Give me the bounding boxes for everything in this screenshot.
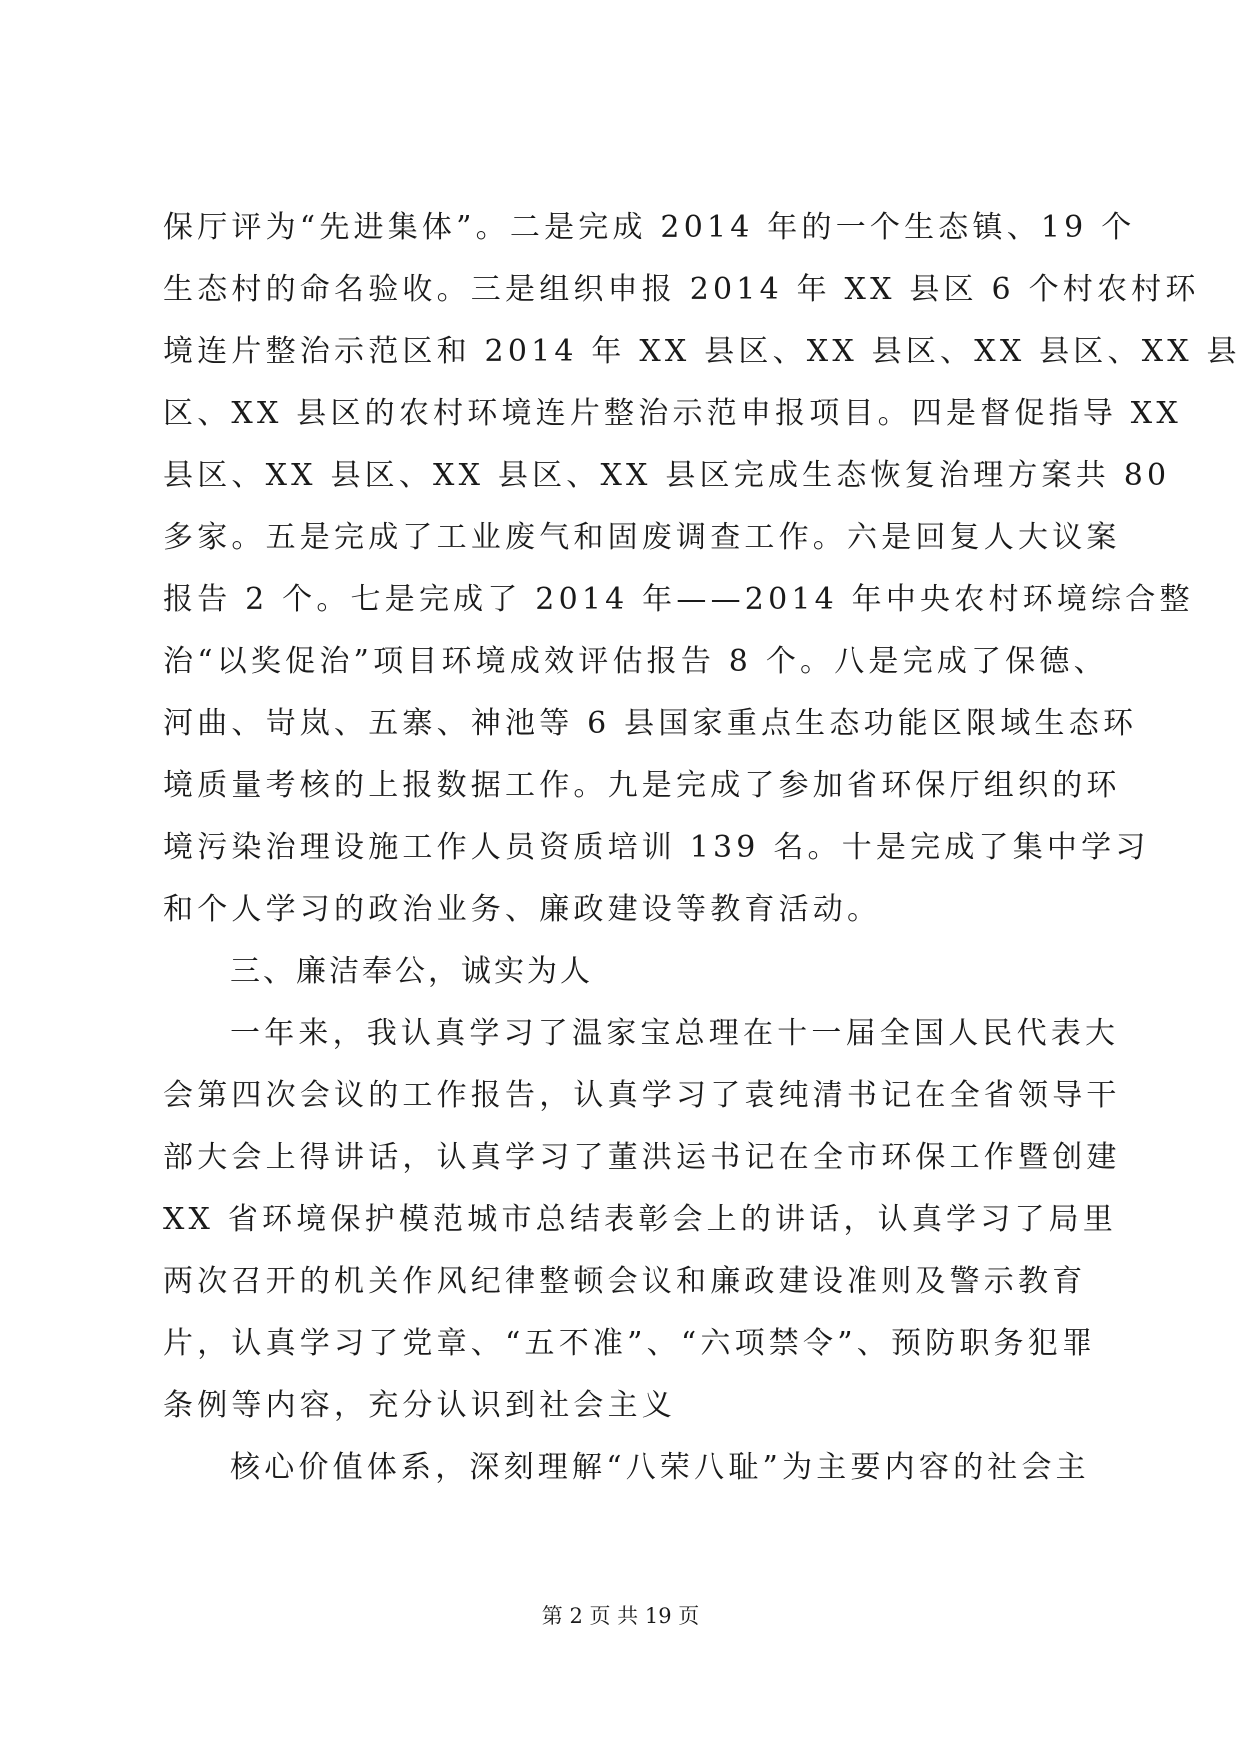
text-line: 境连片整治示范区和 2014 年 XX 县区、XX 县区、XX 县区、XX 县: [163, 334, 1241, 369]
text-line: 生态村的命名验收。三是组织申报 2014 年 XX 县区 6 个村农村环: [163, 272, 1200, 307]
text-line: 境质量考核的上报数据工作。九是完成了参加省环保厅组织的环: [163, 768, 1121, 803]
text-line: 境污染治理设施工作人员资质培训 139 名。十是完成了集中学习: [163, 830, 1150, 865]
text-line: XX 省环境保护模范城市总结表彰会上的讲话，认真学习了局里: [163, 1202, 1118, 1237]
text-line: 多家。五是完成了工业废气和固废调查工作。六是回复人大议案: [163, 520, 1121, 555]
text-line: 区、XX 县区的农村环境连片整治示范申报项目。四是督促指导 XX: [163, 396, 1182, 431]
text-line: 治“以奖促治”项目环境成效评估报告 8 个。八是完成了保德、: [163, 644, 1108, 679]
text-line: 和个人学习的政治业务、廉政建设等教育活动。: [163, 892, 882, 927]
section-heading: 三、廉洁奉公，诚实为人: [230, 954, 593, 989]
text-line: 部大会上得讲话，认真学习了董洪运书记在全市环保工作暨创建: [163, 1140, 1121, 1175]
text-line: 会第四次会议的工作报告，认真学习了袁纯清书记在全省领导干: [163, 1078, 1121, 1113]
text-line: 县区、XX 县区、XX 县区、XX 县区完成生态恢复治理方案共 80: [163, 458, 1171, 493]
text-line: 核心价值体系，深刻理解“八荣八耻”为主要内容的社会主: [230, 1450, 1090, 1485]
text-line: 条例等内容，充分认识到社会主义: [163, 1388, 676, 1423]
text-line: 报告 2 个。七是完成了 2014 年——2014 年中央农村环境综合整: [163, 582, 1194, 617]
text-line: 两次召开的机关作风纪律整顿会议和廉政建设准则及警示教育: [163, 1264, 1087, 1299]
text-line: 片，认真学习了党章、“五不准”、“六项禁令”、预防职务犯罪: [163, 1326, 1097, 1361]
text-line: 河曲、岢岚、五寨、神池等 6 县国家重点生态功能区限域生态环: [163, 706, 1138, 741]
page-number-footer: 第 2 页 共 19 页: [541, 1604, 700, 1628]
text-line: 保厅评为“先进集体”。二是完成 2014 年的一个生态镇、19 个: [163, 210, 1136, 245]
text-line: 一年来，我认真学习了温家宝总理在十一届全国人民代表大: [230, 1016, 1120, 1051]
